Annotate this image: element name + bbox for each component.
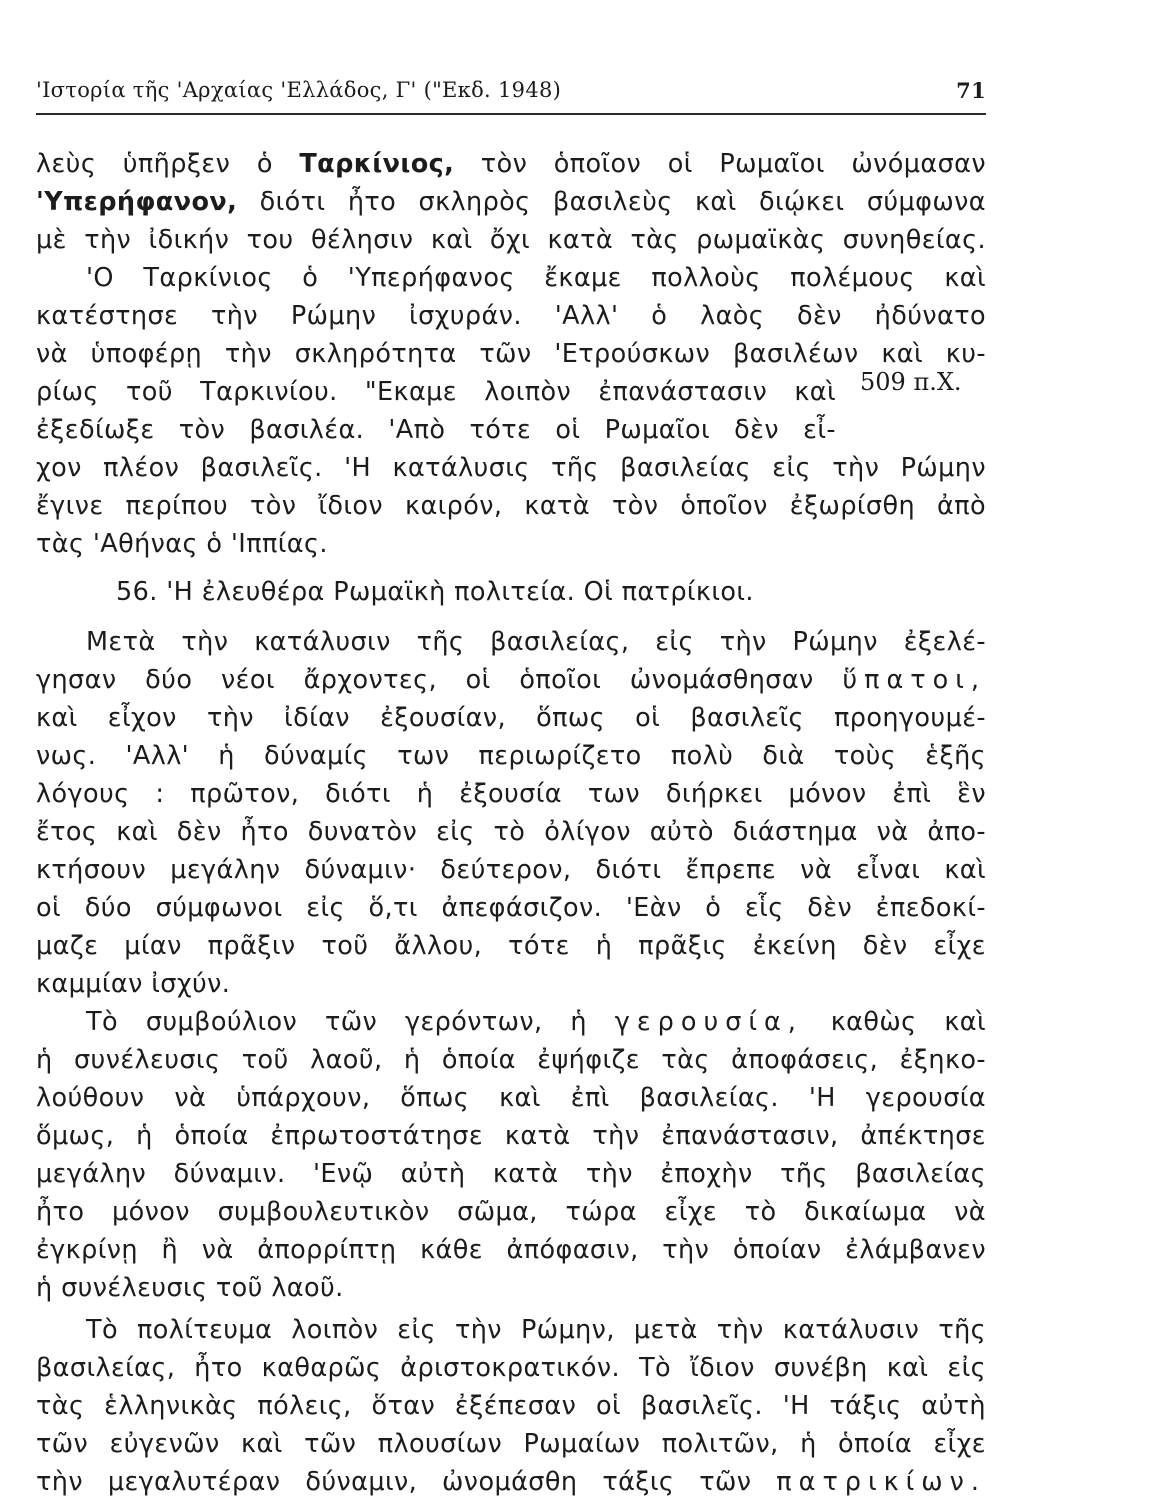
text-line: ἔγινε περίπου τὸν ἴδιον καιρόν, κατὰ τὸν ὁποῖον ἐξωρίσθη ἀπὸ [36,491,986,521]
text-line: ἔτος καὶ δὲν ἦτο δυνατὸν εἰς τὸ ὀλίγον αὐτὸ διάστημα νὰ ἀπο- [36,817,986,847]
text-line: Μετὰ τὴν κατάλυσιν τῆς βασιλείας, εἰς τὴν Ρώμην ἐξελέ- [86,627,986,657]
text-line: λούθουν νὰ ὑπάρχουν, ὅπως καὶ ἐπὶ βασιλείας. 'Η γερουσία [36,1083,986,1113]
text-line: ἦτο μόνον συμβουλευτικὸν σῶμα, τώρα εἶχε τὸ δικαίωμα νὰ [36,1197,986,1227]
text-line: 'Ο Ταρκίνιος ὁ 'Υπερήφανος ἔκαμε πολλοὺς πολέμους καὶ [86,263,986,293]
section-heading: 56. 'Η ἐλευθέρα Ρωμαϊκὴ πολιτεία. Οἱ πατρίκιοι. [116,577,754,607]
text-line: ἐξεδίωξε τὸν βασιλέα. 'Απὸ τότε οἱ Ρωμαῖοι δὲν εἶ- [36,415,836,445]
spaced-term-senate: γερουσία, [614,1007,803,1037]
text-line: βασιλείας, ἦτο καθαρῶς ἀριστοκρατικόν. Τὸ ἴδιον συνέβη καὶ εἰς [36,1353,986,1383]
text-line: οἱ δύο σύμφωνοι εἰς ὅ,τι ἀπεφάσιζον. 'Εὰν ὁ εἷς δὲν ἐπεδοκί- [36,893,986,923]
running-title: 'Ιστορία τῆς 'Αρχαίας 'Ελλάδος, Γ' ("Εκδ. 1948) [36,78,562,102]
text-line: ρίως τοῦ Ταρκινίου. "Εκαμε λοιπὸν ἐπανάστασιν καὶ [36,377,836,407]
body-text [36,145,986,1501]
text-line: νὰ ὑποφέρῃ τὴν σκληρότητα τῶν 'Ετρούσκων βασιλέων καὶ κυ- [36,339,986,369]
text-run: τὸν ὁποῖον οἱ Ρωμαῖοι ὠνόμασαν [454,149,986,179]
text-line: μαζε μίαν πρᾶξιν τοῦ ἄλλου, τότε ἡ πρᾶξις ἐκείνη δὲν εἶχε [36,931,986,961]
text-line: μεγάλην δύναμιν. 'Ενῷ αὐτὴ κατὰ τὴν ἐποχὴν τῆς βασιλείας [36,1159,986,1189]
text-line: τὰς 'Αθήνας ὁ 'Ιππίας. [36,529,328,559]
text-line: καμμίαν ἰσχύν. [36,969,231,999]
text-line: ἡ συνέλευσις τοῦ λαοῦ, ἡ ὁποία ἐψήφιζε τὰς ἀποφάσεις, ἐξηκο- [36,1045,986,1075]
text-run: διότι ἦτο σκληρὸς βασιλεὺς καὶ διῴκει σύμφωνα [237,187,986,217]
text-line: καὶ εἶχον τὴν ἰδίαν ἐξουσίαν, ὅπως οἱ βασιλεῖς προηγουμέ- [36,703,986,733]
text-line [36,183,986,221]
text-line: μὲ τὴν ἰδικήν του θέλησιν καὶ ὄχι κατὰ τὰς ρωμαϊκὰς συνηθείας. [36,225,986,255]
page-number: 71 [956,78,986,103]
text-line: νως. 'Αλλ' ἡ δύναμίς των περιωρίζετο πολὺ διὰ τοὺς ἑξῆς [36,741,986,771]
text-line: τῶν εὐγενῶν καὶ τῶν πλουσίων Ρωμαίων πολιτῶν, ἡ ὁποία εἶχε [36,1429,986,1459]
text-line: χον πλέον βασιλεῖς. 'Η κατάλυσις τῆς βασιλείας εἰς τὴν Ρώμην [36,453,986,483]
text-run: Τὸ συμβούλιον τῶν γερόντων, ἡ [86,1007,615,1037]
margin-date-note: 509 π.Χ. [860,368,962,396]
text-run: λεὺς ὑπῆρξεν ὁ [36,149,300,179]
text-line: τὰς ἑλληνικὰς πόλεις, ὅταν ἐξέπεσαν οἱ βασιλεῖς. 'Η τάξις αὐτὴ [36,1391,986,1421]
bold-name-tarquinius: Ταρκίνιος, [299,149,455,179]
text-run: τὴν μεγαλυτέραν δύναμιν, ὠνομάσθη τάξις τῶν [36,1467,777,1497]
text-line: ἡ συνέλευσις τοῦ λαοῦ. [36,1273,344,1303]
text-line [36,145,986,183]
text-line: Τὸ πολίτευμα λοιπὸν εἰς τὴν Ρώμην, μετὰ τὴν κατάλυσιν τῆς [86,1315,986,1345]
text-run: καθὼς καὶ [802,1007,987,1037]
spaced-term-patricians: πατρικίων. [776,1467,986,1497]
text-line: κτήσουν μεγάλην δύναμιν· δεύτερον, διότι ἔπρεπε νὰ εἶναι καὶ [36,855,986,885]
spaced-term-consuls: ὕπατοι, [842,665,986,695]
text-line: λόγους : πρῶτον, διότι ἡ ἐξουσία των διήρκει μόνον ἐπὶ ἓν [36,779,986,809]
text-line: ἐγκρίνῃ ἢ νὰ ἀπορρίπτῃ κάθε ἀπόφασιν, τὴν ὁποίαν ἐλάμβανεν [36,1235,986,1265]
text-line [36,661,986,699]
header-rule [36,113,986,115]
text-line [36,1003,986,1041]
text-line: κατέστησε τὴν Ρώμην ἰσχυράν. 'Αλλ' ὁ λαὸς δὲν ἠδύνατο [36,301,986,331]
running-header [36,78,986,108]
text-line [36,1463,986,1501]
text-line: ὅμως, ἡ ὁποία ἐπρωτοστάτησε κατὰ τὴν ἐπανάστασιν, ἀπέκτησε [36,1121,986,1151]
text-run: γησαν δύο νέοι ἄρχοντες, οἱ ὁποῖοι ὠνομάσθησαν [36,665,843,695]
bold-name-superbus: 'Υπερήφανον, [36,187,238,217]
